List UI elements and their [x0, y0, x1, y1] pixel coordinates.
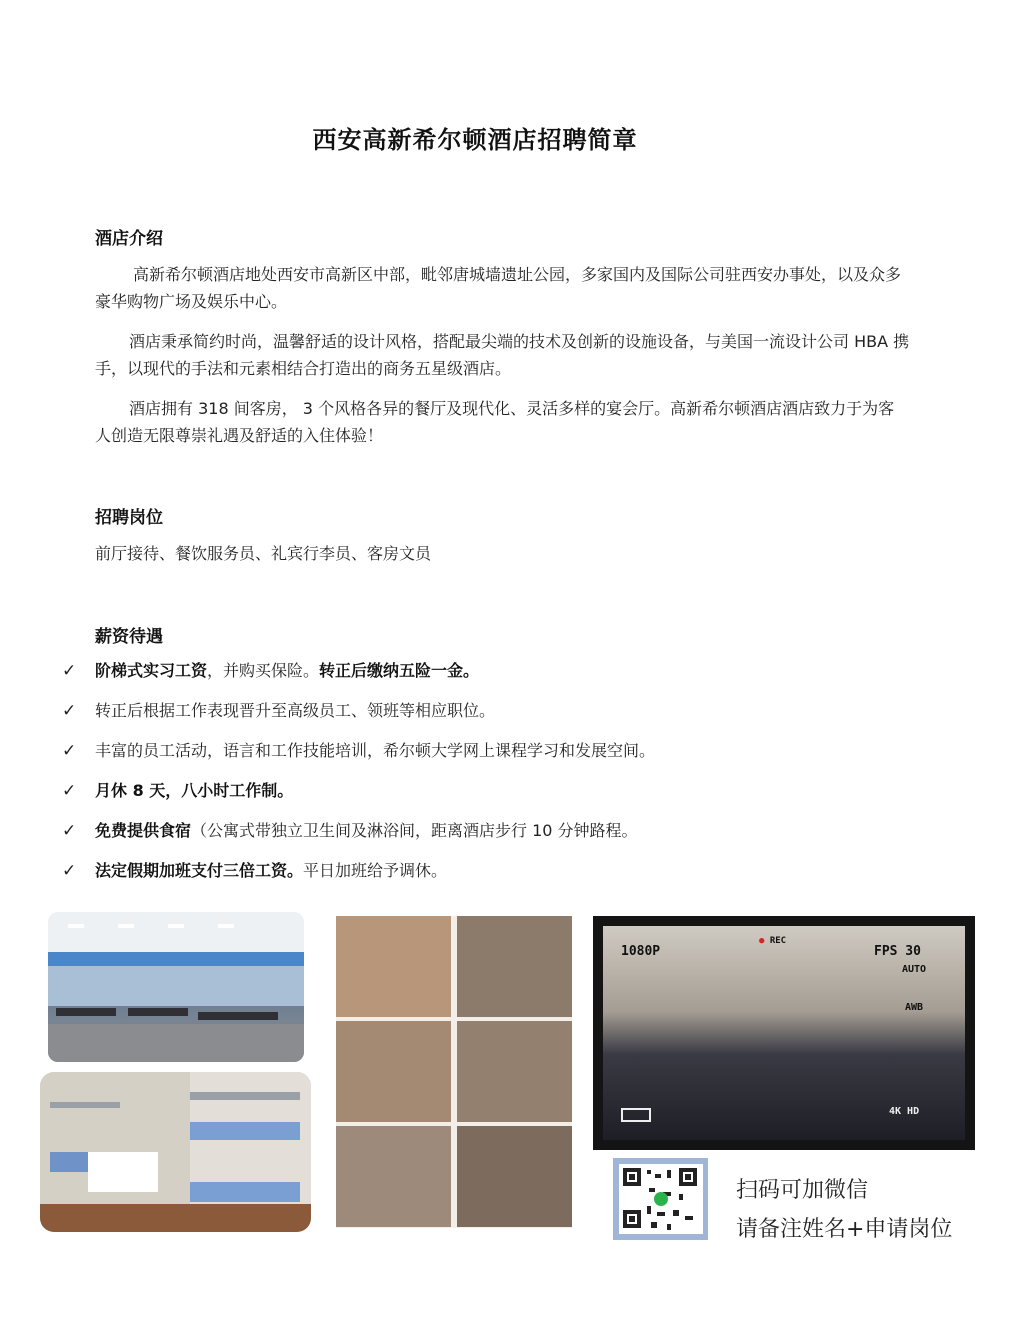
intro-paragraph-2 — [95, 328, 910, 382]
dormitory-illustration — [40, 1072, 311, 1232]
check-icon: ✓ — [62, 741, 77, 761]
battery-icon — [621, 1108, 651, 1122]
hud-quality: 4K HD — [889, 1106, 920, 1117]
graduation-photo — [593, 916, 975, 1150]
staff-activity-collage — [336, 916, 572, 1228]
activity-photo — [336, 1126, 451, 1227]
intro-heading: 酒店介绍 — [95, 229, 163, 249]
qr-pattern — [613, 1158, 708, 1240]
benefit-item: ✓ 免费提供食宿（公寓式带独立卫生间及淋浴间，距离酒店步行 10 分钟路程。 — [62, 821, 638, 841]
canteen-illustration — [48, 912, 304, 1062]
intro-paragraph-1 — [95, 261, 910, 315]
qr-caption-line2: 请备注姓名+申请岗位 — [736, 1217, 953, 1242]
benefit-item: ✓ 转正后根据工作表现晋升至高级员工、领班等相应职位。 — [62, 701, 496, 721]
check-icon: ✓ — [62, 861, 77, 881]
activity-photo — [457, 1021, 572, 1122]
hud-awb: AWB — [905, 1002, 924, 1013]
hud-fps: FPS 30 — [874, 944, 921, 959]
check-icon: ✓ — [62, 701, 77, 721]
intro-p1-text: 高新希尔顿酒店地处西安市高新区中部，毗邻唐城墙遗址公园，多家国内及国际公司驻西安办事处，以及众多豪华购物广场及娱乐中心。 — [95, 265, 902, 311]
activity-photo — [336, 1021, 451, 1122]
hud-auto: AUTO — [902, 964, 927, 975]
positions-heading: 招聘岗位 — [95, 508, 163, 528]
benefit-item: ✓ 月休 8 天，八小时工作制。 — [62, 781, 294, 801]
activity-photo — [457, 1126, 572, 1227]
check-icon: ✓ — [62, 781, 77, 801]
intro-p3-text: 酒店拥有 318 间客房， 3 个风格各异的餐厅及现代化、灵活多样的宴会厅。高新希尔顿酒店酒店致力于为客人创造无限尊崇礼遇及舒适的入住体验！ — [95, 399, 895, 445]
benefit-item: ✓ 阶梯式实习工资，并购买保险。转正后缴纳五险一金。 — [62, 661, 480, 681]
check-icon: ✓ — [62, 661, 77, 681]
activity-photo — [336, 916, 451, 1017]
hud-rec: ● REC — [759, 936, 787, 946]
canteen-photo — [48, 912, 304, 1062]
record-dot-icon: ● — [759, 936, 765, 946]
wechat-qr-code — [613, 1158, 708, 1240]
benefit-item: ✓ 丰富的员工活动，语言和工作技能培训，希尔顿大学网上课程学习和发展空间。 — [62, 741, 656, 761]
benefit-item: ✓ 法定假期加班支付三倍工资。平日加班给予调休。 — [62, 861, 448, 881]
page-title: 西安高新希尔顿酒店招聘简章 — [312, 126, 638, 154]
benefits-heading: 薪资待遇 — [95, 627, 163, 647]
dormitory-photo — [40, 1072, 311, 1232]
qr-caption-line1: 扫码可加微信 — [736, 1178, 869, 1203]
hud-resolution: 1080P — [621, 944, 661, 959]
check-icon: ✓ — [62, 821, 77, 841]
positions-list: 前厅接待、餐饮服务员、礼宾行李员、客房文员 — [95, 544, 432, 563]
intro-p2-text: 酒店秉承简约时尚，温馨舒适的设计风格，搭配最尖端的技术及创新的设施设备，与美国一流设计公司 HBA 携手，以现代的手法和元素相结合打造出的商务五星级酒店。 — [95, 332, 910, 378]
intro-paragraph-3 — [95, 395, 910, 449]
activity-photo — [457, 916, 572, 1017]
